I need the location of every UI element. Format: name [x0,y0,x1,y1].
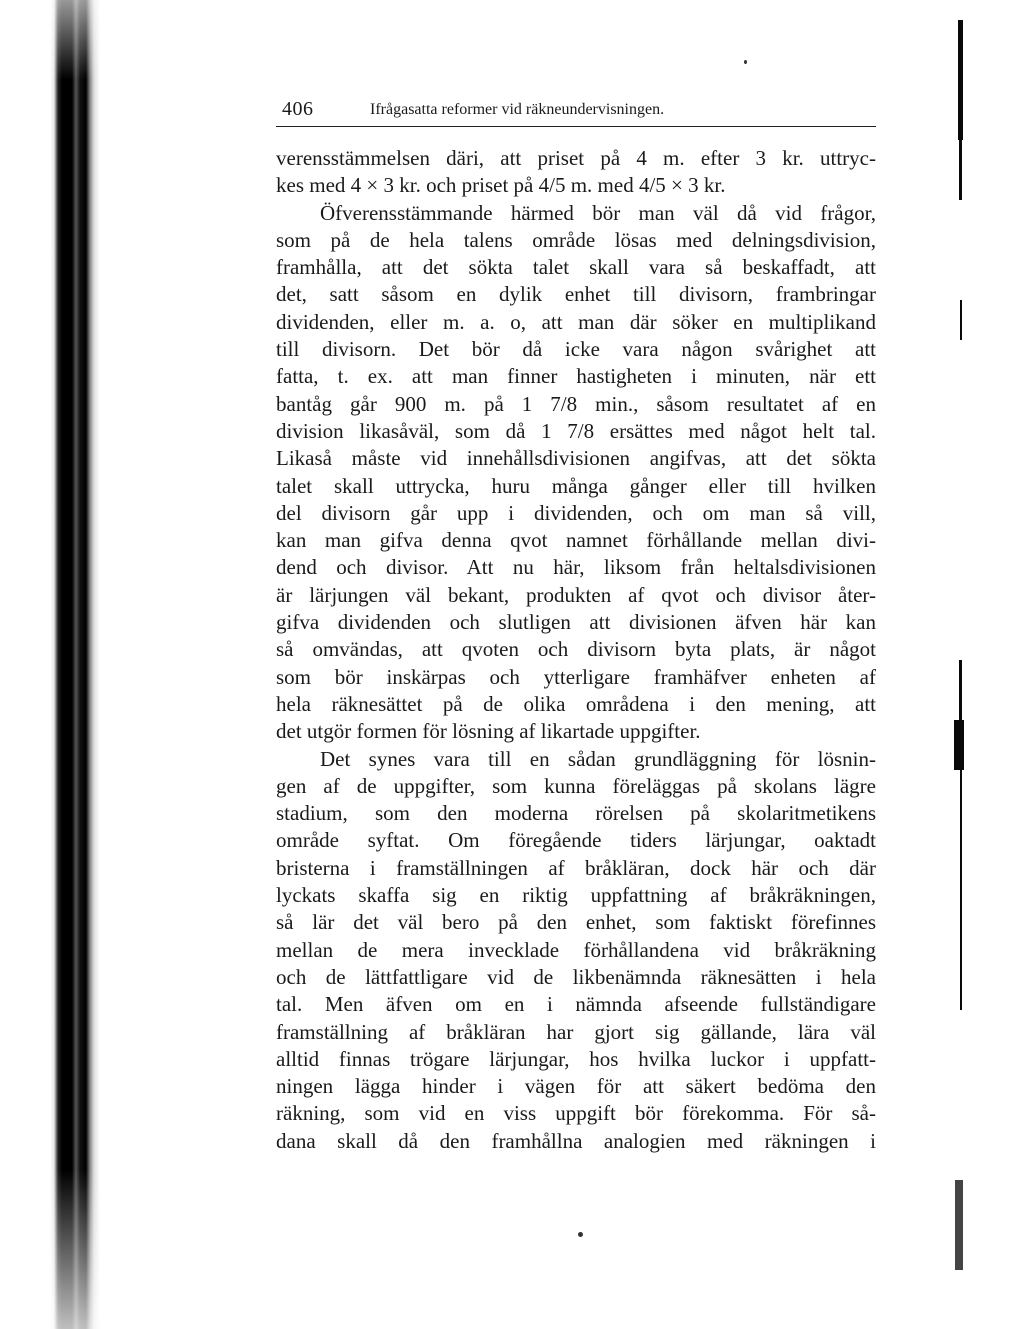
text-line: så omvändas, att qvoten och divisorn byta plats, är något [276,637,876,662]
text-line: till divisorn. Det bör då icke vara någon svårighet att [276,337,876,362]
scan-speck [578,1232,583,1237]
text-line: kes med 4 × 3 kr. och priset på 4/5 m. med 4/5 × 3 kr. [276,173,726,198]
text-line: Det synes vara till en sådan grundläggning för lösnin- [320,746,876,771]
text-line: gifva dividenden och slutligen att divisionen äfven här kan [276,610,876,635]
text-line: räkning, som vid en viss uppgift bör förekomma. För så- [276,1101,876,1126]
book-page [276,96,876,1155]
text-line: och de lättfattligare vid de likbenämnda räknesätten i hela [276,964,876,989]
scan-binding-right [950,0,974,1329]
running-head [276,96,876,127]
text-line: dividenden, eller m. a. o, att man där söker en multiplikand [276,309,876,334]
text-line: bantåg går 900 m. på 1 7/8 min., såsom resultatet af en [276,391,876,416]
text-line: det utgör formen för lösning af likartade uppgifter. [276,719,701,744]
text-line: Likaså måste vid innehållsdivisionen angifvas, att det sökta [276,446,876,471]
text-line: del divisorn går upp i dividenden, och om man så vill, [276,500,876,525]
text-line: stadium, som den moderna rörelsen på skolaritmetikens [276,801,876,826]
text-line: som på de hela talens område lösas med delningsdivision, [276,227,876,252]
text-line: gen af de uppgifter, som kunna föreläggas på skolans lägre [276,773,876,798]
text-line: kan man gifva denna qvot namnet förhållande mellan divi- [276,528,876,553]
scan-binding-fade [50,0,100,1329]
scan-speck [744,60,747,64]
text-line: lyckats skaffa sig en riktig uppfattning af bråkräkningen, [276,883,876,908]
text-line: område syftat. Om föregående tiders lärjungar, oaktadt [276,828,876,853]
text-line: det, satt såsom en dylik enhet till divisorn, frambringar [276,282,876,307]
text-line: så lär det väl bero på den enhet, som faktiskt förefinnes [276,910,876,935]
text-line: mellan de mera invecklade förhållandena vid bråkräkning [276,937,876,962]
body-text [276,145,876,1155]
text-line: dend och divisor. Att nu här, liksom från heltalsdivisionen [276,555,876,580]
text-line: framställning af bråkläran har gjort sig gällande, lära väl [276,1019,876,1044]
text-line: bristerna i framställningen af bråkläran, dock här och där [276,855,876,880]
text-line: dana skall då den framhållna analogien med räkningen i [276,1128,876,1153]
text-line: talet skall uttrycka, huru många gånger eller till hvilken [276,473,876,498]
text-line: är lärjungen väl bekant, produkten af qvot och divisor åter- [276,582,876,607]
text-line: alltid finnas trögare lärjungar, hos hvilka luckor i uppfatt- [276,1046,876,1071]
text-line: ningen lägga hinder i vägen för att säkert bedöma den [276,1074,876,1099]
text-line: hela räknesättet på de olika områdena i den mening, att [276,691,876,716]
text-line: som bör inskärpas och ytterligare framhäfver enheten af [276,664,876,689]
text-line: division likasåväl, som då 1 7/8 ersättes med något helt tal. [276,418,876,443]
running-title: Ifrågasatta reformer vid räkneundervisningen. [370,101,665,118]
text-line: Öfverensstämmande härmed bör man väl då vid frågor, [320,200,876,225]
text-line: tal. Men äfven om en i nämnda afseende fullständigare [276,992,876,1017]
page-number: 406 [282,98,314,120]
text-line: framhålla, att det sökta talet skall vara så beskaffadt, att [276,255,876,280]
text-line: verensstämmelsen däri, att priset på 4 m. efter 3 kr. uttryc- [276,146,876,170]
text-line: fatta, t. ex. att man finner hastigheten i minuten, när ett [276,364,876,389]
